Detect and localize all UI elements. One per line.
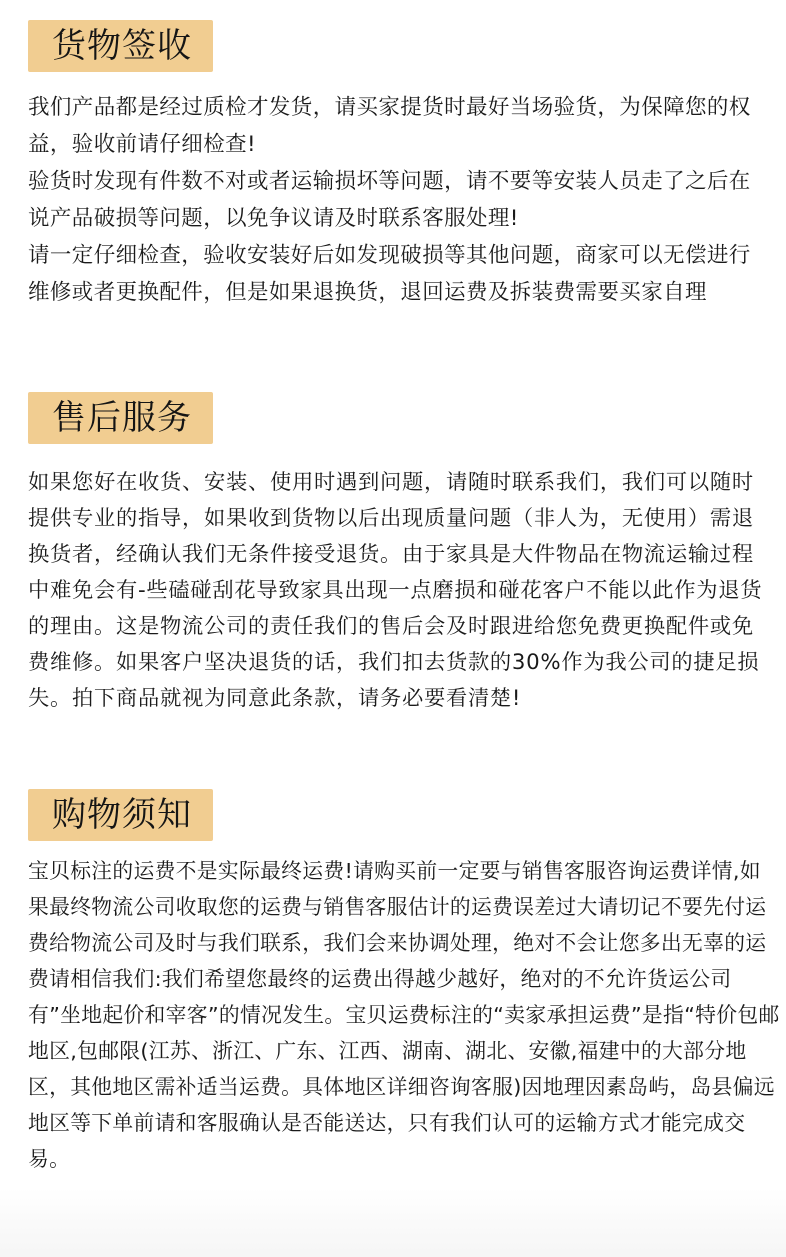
- goods-receipt-paragraph-1: 我们产品都是经过质检才发货，请买家提货时最好当场验货，为保障您的权益，验收前请仔细检查!: [28, 95, 751, 157]
- blurred-bottom-area: [0, 1188, 786, 1257]
- goods-receipt-text: [28, 89, 768, 311]
- section-title-after-sales: 售后服务: [28, 392, 213, 444]
- shopping-notice-text: [28, 853, 780, 1177]
- after-sales-paragraph: 如果您好在收货、安装、使用时遇到问题，请随时联系我们，我们可以随时提供专业的指导，如果收到货物以后出现质量问题（非人为，无使用）需退换货者，经确认我们无条件接受退货。由于家具是大件物品在物流运输过程中难免会有-些磕碰刮花导致家具出现一点磨损和碰花客户不能以此作为退货的理由。这是物流公司的责任我们的售后会及时跟进给您免费更换配件或免费维修。如果客户坚决退货的话，我们扣去货款的30%作为我公司的捷足损失。拍下商品就视为同意此条款，请务必要看清楚!: [28, 470, 763, 711]
- goods-receipt-paragraph-2: 验货时发现有件数不对或者运输损坏等问题，请不要等安装人员走了之后在说产品破损等问题，以免争议请及时联系客服处理!: [28, 169, 751, 231]
- shopping-notice-paragraph: 宝贝标注的运费不是实际最终运费!请购买前一定要与销售客服咨询运费详情,如果最终物流公司收取您的运费与销售客服估计的运费误差过大请切记不要先付运费给物流公司及时与我们联系，我们会来协调处理，绝对不会让您多出无辜的运费请相信我们:我们希望您最终的运费出得越少越好，绝对的不允许货运公司有”坐地起价和宰客”的情况发生。宝贝运费标注的“卖家承担运费”是指“特价包邮地区,包邮限(江苏、浙江、广东、江西、湖南、湖北、安徽,福建中的大部分地区，其他地区需补适当运费。具体地区详细咨询客服)因地理因素岛屿，岛县偏远地区等下单前请和客服确认是否能送达，只有我们认可的运输方式才能完成交易。: [28, 859, 780, 1171]
- section-title-goods-receipt: 货物签收: [28, 20, 213, 72]
- section-title-shopping-notice: 购物须知: [28, 789, 213, 841]
- goods-receipt-paragraph-3: 请一定仔细检查，验收安装好后如发现破损等其他问题，商家可以无偿进行维修或者更换配件，但是如果退换货，退回运费及拆装费需要买家自理: [28, 243, 751, 305]
- after-sales-text: [28, 465, 768, 717]
